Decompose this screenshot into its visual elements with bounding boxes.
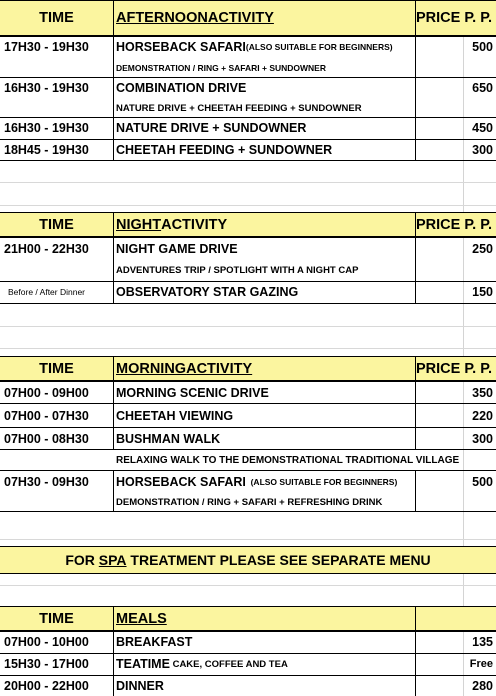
row-activity: HORSEBACK SAFARI (ALSO SUITABLE FOR BEGINNERS) <box>116 475 398 489</box>
row-price: Free <box>469 658 493 670</box>
row-price: 280 <box>472 678 493 693</box>
row-time: 07H00 - 07H30 <box>4 409 89 423</box>
time-header: TIME <box>39 611 74 627</box>
morning-activity-header: MORNING ACTIVITY <box>116 361 253 377</box>
row-time: 16H30 - 19H30 <box>4 121 89 135</box>
row-activity: HORSEBACK SAFARI (ALSO SUITABLE FOR BEGINNERS) <box>116 40 393 54</box>
meals-header: MEALS <box>116 611 167 627</box>
row-activity: CHEETAH VIEWING <box>116 409 234 423</box>
spa-banner: FOR SPA TREATMENT PLEASE SEE SEPARATE MENU <box>0 547 496 573</box>
night-activity-header: NIGHT ACTIVITY <box>116 217 228 233</box>
afternoon-borders <box>0 0 496 161</box>
row-activity: BREAKFAST <box>116 635 193 649</box>
row-time: 17H30 - 19H30 <box>4 40 89 54</box>
row-time: 20H00 - 22H00 <box>4 678 89 693</box>
time-header: TIME <box>39 217 74 233</box>
row-activity: BUSHMAN WALK <box>116 432 221 446</box>
row-price: 150 <box>472 285 493 299</box>
row-activity: NATURE DRIVE + SUNDOWNER <box>116 121 307 135</box>
row-time: Before / After Dinner <box>8 287 86 297</box>
afternoon-activity-header: AFTERNOON ACTIVITY <box>116 10 274 26</box>
row-price: 220 <box>472 409 493 423</box>
row-activity: NIGHT GAME DRIVE <box>116 241 238 256</box>
row-time: 07H30 - 09H30 <box>4 475 89 489</box>
row-time: 15H30 - 17H00 <box>4 657 89 671</box>
row-detail: ADVENTURES TRIP / SPOTLIGHT WITH A NIGHT CAP <box>116 265 359 276</box>
row-time: 18H45 - 19H30 <box>4 143 89 157</box>
row-activity: MORNING SCENIC DRIVE <box>116 385 269 400</box>
row-activity: COMBINATION DRIVE <box>116 81 247 95</box>
row-price: 350 <box>472 385 493 400</box>
row-price: 300 <box>472 432 493 446</box>
row-price: 500 <box>472 475 493 489</box>
price-header: PRICE P. P. <box>416 217 493 233</box>
time-header: TIME <box>39 10 74 26</box>
row-detail: DEMONSTRATION / RING + SAFARI + REFRESHING DRINK <box>116 496 383 508</box>
row-activity: DINNER <box>116 678 164 693</box>
row-time: 07H00 - 08H30 <box>4 432 89 446</box>
row-time: 07H00 - 10H00 <box>4 635 89 649</box>
row-time: 07H00 - 09H00 <box>4 385 89 400</box>
night-borders <box>0 213 496 303</box>
row-price: 650 <box>472 81 493 95</box>
row-detail: DEMONSTRATION / RING + SAFARI + SUNDOWNER <box>116 62 326 73</box>
row-price: 135 <box>472 635 493 649</box>
row-activity: TEATIME CAKE, COFFEE AND TEA <box>116 657 288 671</box>
time-header: TIME <box>39 361 74 377</box>
row-price: 250 <box>472 241 493 256</box>
row-time: 21H00 - 22H30 <box>4 241 89 256</box>
row-activity: OBSERVATORY STAR GAZING <box>116 285 299 299</box>
price-header: PRICE P. P. <box>416 10 493 26</box>
row-detail: NATURE DRIVE + CHEETAH FEEDING + SUNDOWNER <box>116 102 362 114</box>
row-price: 450 <box>472 121 493 135</box>
price-header: PRICE P. P. <box>416 361 493 377</box>
meals-borders <box>0 607 496 696</box>
row-time: 16H30 - 19H30 <box>4 81 89 95</box>
row-price: 300 <box>472 143 493 157</box>
row-price: 500 <box>472 40 493 54</box>
row-activity: CHEETAH FEEDING + SUNDOWNER <box>116 143 333 157</box>
row-detail: RELAXING WALK TO THE DEMONSTRATIONAL TRADITIONAL VILLAGE <box>116 455 460 466</box>
